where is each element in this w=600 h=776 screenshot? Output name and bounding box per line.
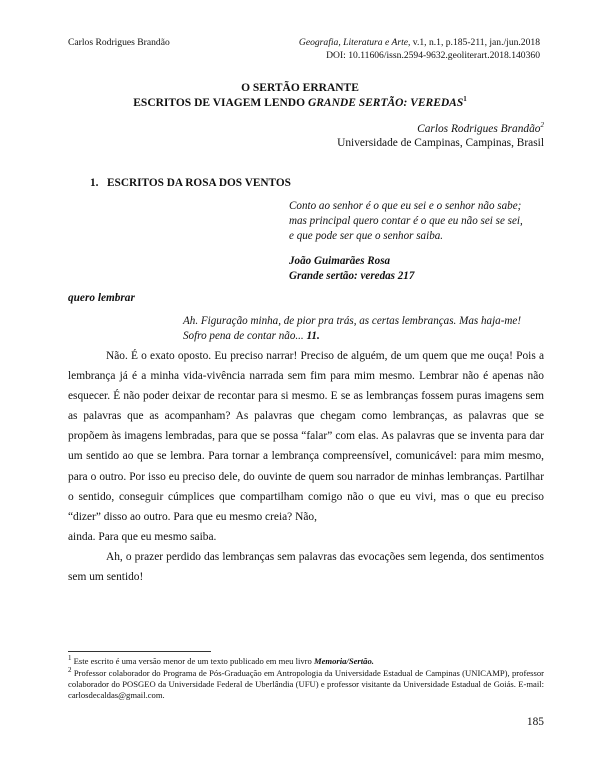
paragraph-1: Não. É o exato oposto. Eu preciso narrar! Preciso de alguém, de um quem que me ouça! Pois a lembrança já é a minha vida-vivência narrada sem fim para mim mesmo. Lembrar não é apenas não esquecer. É não poder deixar de recontar para si mesmo. E se as lembranças fossem puras imagens sem as palavras que as acompanham? As palavras que chegam como lembranças, as palavras que se propõem às imagens lembradas, para que se possa “falar” com elas. As palavras que se inventa para dar um sentido ao que se lembra. Para tornar a lembrança compreensível, comunicável: para mim mesmo, para o outro. Por isso eu preciso dele, do ouvinte de quem sou narrador de minhas lembranças. Partilhar o sentido, conseguir cúmplices que compartilham comigo não o que eu vivi, mas o que eu preciso “dizer” disso ao outro. Para que eu mesmo creia? Não, xyxy=(68,350,544,523)
title-line-2-italic: GRANDE SERTÃO: VEREDAS xyxy=(307,97,464,109)
body-text xyxy=(68,346,544,587)
footnote-1-text: Este escrito é uma versão menor de um texto publicado em meu livro xyxy=(71,656,314,666)
paragraph-2: Ah, o prazer perdido das lembranças sem palavras das evocações sem legenda, dos sentimentos sem um sentido! xyxy=(68,550,544,584)
doi: DOI: 10.11606/issn.2594-9632.geoliterart.2018.140360 xyxy=(326,50,540,61)
journal-name: Geografia, Literatura e Arte xyxy=(298,37,408,48)
paragraph-1-continuation: ainda. Para que eu mesmo saiba. xyxy=(68,530,217,543)
byline-author-name: Carlos Rodrigues Brandão xyxy=(417,123,541,135)
epigraph-line: e que pode ser que o senhor saiba. xyxy=(289,230,444,242)
byline-author xyxy=(250,123,544,135)
footnote-ref-1: 1 xyxy=(463,95,467,104)
title-line-2 xyxy=(0,96,600,111)
journal-citation: , v.1, n.1, p.185-211, jan./jun.2018 xyxy=(408,37,540,48)
footnote-1-mark: 1 xyxy=(68,654,72,663)
section-number: 1. xyxy=(90,177,99,189)
epigraph-author: João Guimarães Rosa xyxy=(289,255,391,267)
quote-line-2 xyxy=(183,329,320,345)
footnote-1 xyxy=(68,656,544,667)
quote-page-ref: 11. xyxy=(306,330,320,342)
epigraph-line: Conto ao senhor é o que eu sei e o senhor não sabe; xyxy=(289,200,522,212)
epigraph-work: Grande sertão: veredas 217 xyxy=(289,270,415,282)
footnote-2-mark: 2 xyxy=(68,666,72,675)
running-header-author: Carlos Rodrigues Brandão xyxy=(68,37,170,48)
subsection-title: quero lembrar xyxy=(68,292,135,304)
title-line-1: O SERTÃO ERRANTE xyxy=(241,82,359,94)
footnote-2-text: Professor colaborador do Programa de Pós-Graduação em Antropologia da Universidade Estadual de Campinas (UNICAMP), professor colaborador do POSGEO da Universidade Federal de Uberlândia (UFU) e professor visitante da Universidade Estadual de Goiás. E-mail: carlosdecaldas@gmail.com. xyxy=(68,668,544,700)
running-header-citation xyxy=(250,36,540,49)
epigraph-line: mas principal quero contar é o que eu não sei se sei, xyxy=(289,215,523,227)
quote-line-2-text: Sofro pena de contar não... xyxy=(183,330,307,342)
title-line-2-prefix: ESCRITOS DE VIAGEM LENDO xyxy=(133,97,308,109)
footnote-2 xyxy=(68,668,544,701)
section-title: ESCRITOS DA ROSA DOS VENTOS xyxy=(107,177,291,189)
byline-affiliation: Universidade de Campinas, Campinas, Brasil xyxy=(337,137,544,149)
footnote-1-book-title: Memoria/Sertão. xyxy=(313,656,374,666)
page-number: 185 xyxy=(526,716,544,728)
quote-line-1: Ah. Figuração minha, de pior pra trás, as certas lembranças. Mas haja-me! xyxy=(183,315,522,327)
footnote-ref-2: 2 xyxy=(540,121,544,130)
footnote-rule xyxy=(68,651,211,652)
